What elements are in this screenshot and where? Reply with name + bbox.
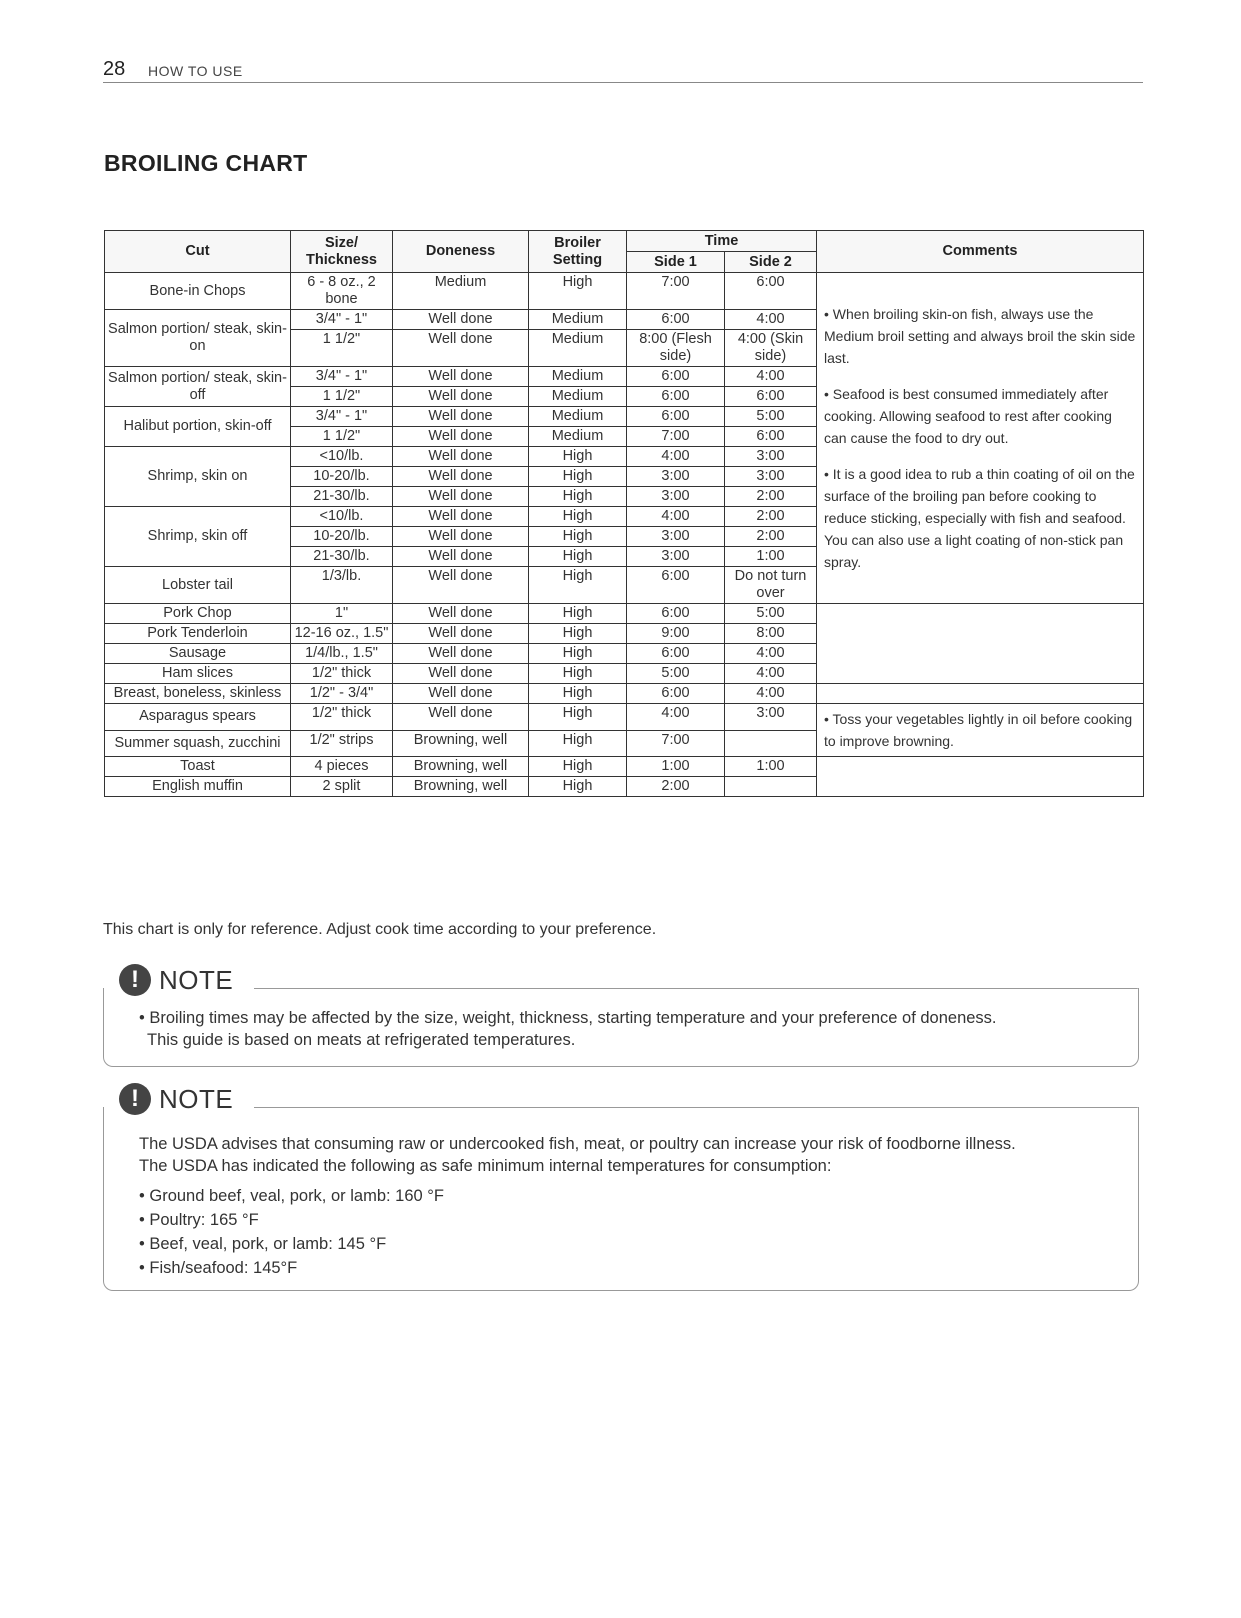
cut-cell: Pork Tenderloin <box>105 624 291 644</box>
broiling-table <box>104 230 1144 797</box>
doneness-cell: Well done <box>393 447 529 467</box>
size-cell: 3/4" - 1" <box>291 310 393 330</box>
size-cell: 21-30/lb. <box>291 487 393 507</box>
note-divider <box>254 1107 1138 1108</box>
side2-cell: 4:00 (Skin side) <box>725 330 817 367</box>
comment-text: • When broiling skin-on fish, always use the Medium broil setting and always broil the skin side last. <box>824 306 1136 366</box>
setting-cell: Medium <box>529 330 627 367</box>
doneness-cell: Browning, well <box>393 730 529 757</box>
cut-cell: Asparagus spears <box>105 704 291 731</box>
setting-cell: High <box>529 777 627 797</box>
seafood-comments <box>817 273 1144 604</box>
setting-cell: High <box>529 604 627 624</box>
cut-cell: Breast, boneless, skinless <box>105 684 291 704</box>
cut-cell: Bone-in Chops <box>105 273 291 310</box>
side1-cell: 9:00 <box>627 624 725 644</box>
side2-cell: 6:00 <box>725 387 817 407</box>
note-text: This guide is based on meats at refrigerated temperatures. <box>147 1031 576 1049</box>
table-row <box>105 704 1144 731</box>
side1-cell: 8:00 (Flesh side) <box>627 330 725 367</box>
table-row <box>105 604 1144 624</box>
side2-cell: Do not turn over <box>725 567 817 604</box>
side1-cell: 3:00 <box>627 547 725 567</box>
cut-cell: Lobster tail <box>105 567 291 604</box>
side2-cell: 3:00 <box>725 467 817 487</box>
side1-cell: 3:00 <box>627 487 725 507</box>
empty-comments <box>817 757 1144 797</box>
note-text: • Broiling times may be affected by the size, weight, thickness, starting temperature and your preference of doneness. <box>139 1009 997 1027</box>
side1-cell: 7:00 <box>627 427 725 447</box>
list-item: • Ground beef, veal, pork, or lamb: 160 °F <box>139 1185 1118 1207</box>
note-box-broiling <box>103 964 1139 1067</box>
side1-cell: 6:00 <box>627 684 725 704</box>
table-row <box>105 757 1144 777</box>
note-title: NOTE <box>159 964 234 995</box>
doneness-cell: Well done <box>393 684 529 704</box>
side1-cell: 6:00 <box>627 310 725 330</box>
doneness-cell: Browning, well <box>393 777 529 797</box>
size-cell: 1/3/lb. <box>291 567 393 604</box>
cut-cell: English muffin <box>105 777 291 797</box>
note-divider <box>254 988 1138 989</box>
doneness-cell: Well done <box>393 467 529 487</box>
side1-cell: 3:00 <box>627 467 725 487</box>
note-body <box>139 1133 1118 1281</box>
doneness-cell: Well done <box>393 367 529 387</box>
doneness-cell: Well done <box>393 644 529 664</box>
note-label <box>119 1083 241 1115</box>
side1-cell: 1:00 <box>627 757 725 777</box>
reference-note: This chart is only for reference. Adjust cook time according to your preference. <box>103 921 657 938</box>
size-cell: 1 1/2" <box>291 387 393 407</box>
exclamation-icon: ! <box>119 964 151 996</box>
comment-text: • It is a good idea to rub a thin coating of oil on the surface of the broiling pan before cooking to reduce sticking, especially with fish and seafood. You can also use a light coating of non-stick pan spray. <box>824 466 1135 570</box>
note-title: NOTE <box>159 1083 234 1114</box>
side2-cell: 6:00 <box>725 273 817 310</box>
header-comments: Comments <box>817 231 1144 273</box>
size-cell: 1/4/lb., 1.5" <box>291 644 393 664</box>
doneness-cell: Well done <box>393 387 529 407</box>
side1-cell: 6:00 <box>627 644 725 664</box>
doneness-cell: Well done <box>393 407 529 427</box>
side2-cell <box>725 730 817 757</box>
setting-cell: High <box>529 487 627 507</box>
setting-cell: High <box>529 644 627 664</box>
cut-cell: Toast <box>105 757 291 777</box>
header-doneness: Doneness <box>393 231 529 273</box>
cut-cell: Sausage <box>105 644 291 664</box>
size-cell: <10/lb. <box>291 447 393 467</box>
chart-title: BROILING CHART <box>104 150 308 176</box>
doneness-cell: Well done <box>393 507 529 527</box>
cut-cell: Pork Chop <box>105 604 291 624</box>
setting-cell: High <box>529 527 627 547</box>
doneness-cell: Well done <box>393 330 529 367</box>
doneness-cell: Well done <box>393 547 529 567</box>
side1-cell: 4:00 <box>627 447 725 467</box>
doneness-cell: Well done <box>393 427 529 447</box>
note-box-usda <box>103 1083 1139 1291</box>
size-cell: 1/2" thick <box>291 704 393 731</box>
note-body <box>139 1007 1118 1051</box>
doneness-cell: Well done <box>393 487 529 507</box>
side1-cell: 6:00 <box>627 367 725 387</box>
setting-cell: Medium <box>529 387 627 407</box>
header-time: Time <box>627 231 817 252</box>
side2-cell: 6:00 <box>725 427 817 447</box>
size-cell: 1/2" - 3/4" <box>291 684 393 704</box>
size-cell: 1/2" strips <box>291 730 393 757</box>
side1-cell: 3:00 <box>627 527 725 547</box>
side1-cell: 4:00 <box>627 704 725 731</box>
doneness-cell: Well done <box>393 704 529 731</box>
header-side1: Side 1 <box>627 252 725 273</box>
temperature-list <box>139 1185 1118 1279</box>
cut-cell: Ham slices <box>105 664 291 684</box>
setting-cell: Medium <box>529 407 627 427</box>
side2-cell: 8:00 <box>725 624 817 644</box>
table-row <box>105 684 1144 704</box>
side2-cell: 3:00 <box>725 447 817 467</box>
side1-cell: 6:00 <box>627 387 725 407</box>
setting-cell: Medium <box>529 427 627 447</box>
side1-cell: 6:00 <box>627 567 725 604</box>
side1-cell: 7:00 <box>627 273 725 310</box>
page-number: 28 <box>103 58 126 80</box>
side2-cell: 1:00 <box>725 547 817 567</box>
side2-cell: 1:00 <box>725 757 817 777</box>
side2-cell: 5:00 <box>725 604 817 624</box>
doneness-cell: Well done <box>393 310 529 330</box>
side2-cell <box>725 777 817 797</box>
header-size: Size/ Thickness <box>291 231 393 273</box>
setting-cell: High <box>529 757 627 777</box>
list-item: • Poultry: 165 °F <box>139 1209 1118 1231</box>
size-cell: 21-30/lb. <box>291 547 393 567</box>
setting-cell: High <box>529 273 627 310</box>
side1-cell: 5:00 <box>627 664 725 684</box>
size-cell: 2 split <box>291 777 393 797</box>
doneness-cell: Well done <box>393 624 529 644</box>
size-cell: 4 pieces <box>291 757 393 777</box>
size-cell: 1 1/2" <box>291 330 393 367</box>
side2-cell: 4:00 <box>725 310 817 330</box>
doneness-cell: Well done <box>393 604 529 624</box>
side2-cell: 5:00 <box>725 407 817 427</box>
header-cut: Cut <box>105 231 291 273</box>
setting-cell: Medium <box>529 310 627 330</box>
setting-cell: Medium <box>529 367 627 387</box>
cut-cell: Summer squash, zucchini <box>105 730 291 757</box>
section-name: HOW TO USE <box>148 63 243 79</box>
exclamation-icon: ! <box>119 1083 151 1115</box>
side2-cell: 4:00 <box>725 684 817 704</box>
list-item: • Fish/seafood: 145°F <box>139 1257 1118 1279</box>
side1-cell: 6:00 <box>627 604 725 624</box>
setting-cell: High <box>529 467 627 487</box>
side2-cell: 2:00 <box>725 507 817 527</box>
doneness-cell: Well done <box>393 664 529 684</box>
side2-cell: 4:00 <box>725 664 817 684</box>
side2-cell: 2:00 <box>725 487 817 507</box>
side2-cell: 4:00 <box>725 367 817 387</box>
setting-cell: High <box>529 507 627 527</box>
size-cell: 10-20/lb. <box>291 527 393 547</box>
cut-cell: Salmon portion/ steak, skin-off <box>105 367 291 407</box>
note-text: The USDA advises that consuming raw or undercooked fish, meat, or poultry can increase your risk of foodborne illness. <box>139 1135 1016 1153</box>
empty-comments <box>817 604 1144 684</box>
table-row <box>105 273 1144 310</box>
size-cell: 1" <box>291 604 393 624</box>
setting-cell: High <box>529 547 627 567</box>
side1-cell: 2:00 <box>627 777 725 797</box>
size-cell: 3/4" - 1" <box>291 367 393 387</box>
size-cell: 1/2" thick <box>291 664 393 684</box>
side1-cell: 7:00 <box>627 730 725 757</box>
note-label <box>119 964 241 996</box>
doneness-cell: Well done <box>393 567 529 604</box>
setting-cell: High <box>529 704 627 731</box>
setting-cell: High <box>529 447 627 467</box>
header-broiler-setting: Broiler Setting <box>529 231 627 273</box>
empty-comments <box>817 684 1144 704</box>
doneness-cell: Medium <box>393 273 529 310</box>
vegetable-comments: • Toss your vegetables lightly in oil before cooking to improve browning. <box>817 704 1144 757</box>
header-side2: Side 2 <box>725 252 817 273</box>
cut-cell: Halibut portion, skin-off <box>105 407 291 447</box>
note-text: The USDA has indicated the following as safe minimum internal temperatures for consumption: <box>139 1157 832 1175</box>
doneness-cell: Well done <box>393 527 529 547</box>
cut-cell: Shrimp, skin on <box>105 447 291 507</box>
cut-cell: Salmon portion/ steak, skin-on <box>105 310 291 367</box>
size-cell: 1 1/2" <box>291 427 393 447</box>
setting-cell: High <box>529 730 627 757</box>
setting-cell: High <box>529 567 627 604</box>
cut-cell: Shrimp, skin off <box>105 507 291 567</box>
comment-text: • Seafood is best consumed immediately after cooking. Allowing seafood to rest after cooking can cause the food to dry out. <box>824 386 1112 446</box>
side1-cell: 6:00 <box>627 407 725 427</box>
side2-cell: 4:00 <box>725 644 817 664</box>
size-cell: 6 - 8 oz., 2 bone <box>291 273 393 310</box>
setting-cell: High <box>529 664 627 684</box>
setting-cell: High <box>529 624 627 644</box>
page-header <box>103 58 1143 83</box>
size-cell: 3/4" - 1" <box>291 407 393 427</box>
list-item: • Beef, veal, pork, or lamb: 145 °F <box>139 1233 1118 1255</box>
side2-cell: 3:00 <box>725 704 817 731</box>
side2-cell: 2:00 <box>725 527 817 547</box>
size-cell: 10-20/lb. <box>291 467 393 487</box>
setting-cell: High <box>529 684 627 704</box>
size-cell: 12-16 oz., 1.5" <box>291 624 393 644</box>
side1-cell: 4:00 <box>627 507 725 527</box>
size-cell: <10/lb. <box>291 507 393 527</box>
doneness-cell: Browning, well <box>393 757 529 777</box>
